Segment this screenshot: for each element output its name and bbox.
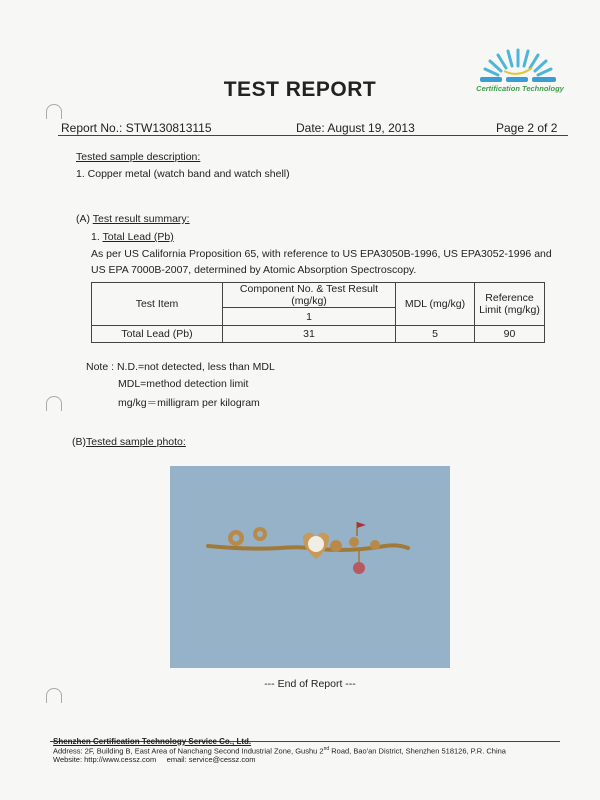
summary-heading: Test result summary: xyxy=(92,213,190,225)
photo-prefix: (B) xyxy=(72,436,86,448)
photo-heading: Tested sample photo: xyxy=(86,436,186,448)
footer-company: Shenzhen Certification Technology Service Co., Ltd. xyxy=(53,737,252,746)
end-of-report: --- End of Report --- xyxy=(264,678,356,690)
component-number: 1 xyxy=(223,308,396,326)
summary-item-row xyxy=(91,231,174,243)
note-line-1: N.D.=not detected, less than MDL xyxy=(116,361,275,373)
footer-website: Website: http://www.cessz.com xyxy=(53,755,157,764)
page-title: TEST REPORT xyxy=(223,78,377,101)
sample-photo xyxy=(170,466,450,668)
summary-item-prefix: 1. xyxy=(91,231,103,243)
note-label: Note : xyxy=(86,361,117,373)
col-component: Component No. & Test Result (mg/kg) xyxy=(223,283,396,308)
row-test-item: Total Lead (Pb) xyxy=(92,326,223,343)
row-limit: 90 xyxy=(475,326,545,343)
row-mdl: 5 xyxy=(396,326,475,343)
address-part-2: Road, Bao'an District, Shenzhen 518126, P.R. China xyxy=(329,746,506,756)
scan-mark xyxy=(46,688,62,703)
summary-item-title: Total Lead (Pb) xyxy=(102,231,174,243)
logo-text: Certification Technology xyxy=(476,84,564,93)
col-test-item: Test Item xyxy=(92,283,223,326)
footer-email: email: service@cessz.com xyxy=(166,755,256,764)
summary-prefix: (A) xyxy=(76,213,93,225)
report-date: Date: August 19, 2013 xyxy=(296,121,415,135)
sample-heading: Tested sample description: xyxy=(76,151,201,163)
sample-item: 1. Copper metal (watch band and watch shell) xyxy=(76,168,290,180)
col-limit: Reference Limit (mg/kg) xyxy=(475,283,545,326)
address-part-1: Address: 2F, Building B, East Area of Nanchang Second Industrial Zone, Gushu 2 xyxy=(53,746,324,756)
col-mdl: MDL (mg/kg) xyxy=(396,283,475,326)
summary-desc-1: As per US California Proposition 65, with reference to US EPA3050B-1996, US EPA3052-1996 and xyxy=(91,248,552,260)
row-result: 31 xyxy=(223,326,396,343)
photo-heading-row xyxy=(72,436,186,448)
note-row xyxy=(86,361,275,373)
page-number: Page 2 of 2 xyxy=(496,121,558,135)
scan-mark xyxy=(46,396,62,411)
report-number: Report No.: STW130813115 xyxy=(61,121,212,135)
result-table xyxy=(91,282,545,343)
footer-contact xyxy=(53,755,256,764)
note-line-3: mg/kg＝milligram per kilogram xyxy=(118,397,260,409)
summary-desc-2: US EPA 7000B-2007, determined by Atomic Absorption Spectroscopy. xyxy=(91,264,417,276)
address-sup: nd xyxy=(323,746,330,752)
summary-heading-row xyxy=(76,213,190,225)
scan-mark xyxy=(46,104,62,119)
header-divider xyxy=(58,135,568,136)
note-line-2: MDL=method detection limit xyxy=(118,378,249,390)
